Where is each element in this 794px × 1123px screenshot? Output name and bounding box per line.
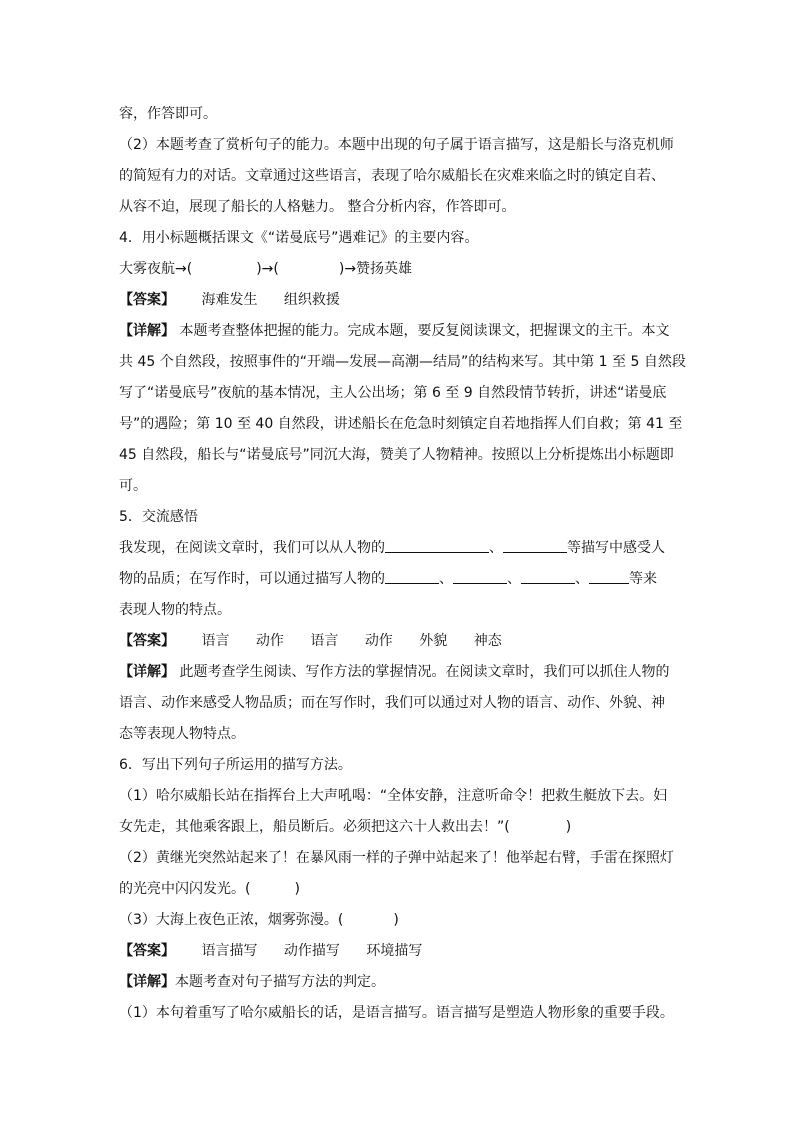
text-line: 容，作答即可。	[119, 106, 217, 122]
paren-close: )	[565, 819, 572, 835]
paren-close: )	[393, 912, 399, 928]
fill-start: 大雾夜航→(	[119, 261, 193, 277]
explanation-label: 【详解】	[119, 664, 175, 680]
fill-text: 等来	[629, 571, 657, 587]
explanation-line	[119, 972, 679, 992]
question-5-fill-line-1	[119, 538, 679, 558]
explanation-line: 态等表现人物特点。	[119, 726, 245, 742]
question-6-sentence-1-end	[119, 817, 679, 837]
explanation-text: 本题考查整体把握的能力。完成本题，要反复阅读课文，把握课文的主干。本文	[175, 323, 670, 339]
text-line: 的简短有力的对话。文章通过这些语言，表现了哈尔威船长在灾难来临之时的镇定自若、	[119, 168, 665, 184]
explanation-line	[119, 321, 679, 341]
answer-item: 语言描写	[201, 943, 258, 959]
explanation-label: 【详解】	[119, 323, 175, 339]
sentence-text: 的光亮中闪闪发光。(	[119, 881, 251, 897]
explanation-text: 此题考查学生阅读、写作方法的掌握情况。在阅读文章时，我们可以抓住人物的	[175, 664, 670, 680]
question-5-fill-line-2	[119, 569, 679, 589]
text-line: （2）本题考查了赏析句子的能力。本题中出现的句子属于语言描写，这是船长与洛克机师	[119, 137, 674, 153]
answer-item: 神态	[473, 633, 502, 649]
explanation-label: 【详解】	[119, 974, 175, 990]
explanation-line: 语言、动作来感受人物品质；而在写作时，我们可以通过对人物的语言、动作、外貌、神	[119, 695, 665, 711]
fill-blank	[589, 569, 629, 584]
answer-label: 【答案】	[119, 943, 175, 959]
explanation-line	[119, 662, 679, 682]
explanation-line: （1）本句着重写了哈尔威船长的话，是语言描写。语言描写是塑造人物形象的重要手段。	[119, 1005, 674, 1021]
fill-text: 物的品质；在写作时，可以通过描写人物的	[119, 571, 385, 587]
answer-item: 外貌	[419, 633, 448, 649]
question-4-fill	[119, 259, 679, 279]
answer-item: 语言	[310, 633, 339, 649]
explanation-line: 共 45 个自然段，按照事件的“开端—发展—高潮—结局”的结构来写。其中第 1 至 5 自然段	[119, 354, 686, 370]
fill-mid: )→(	[256, 261, 279, 277]
paren-close: )	[294, 881, 300, 897]
answer-label: 【答案】	[119, 292, 175, 308]
fill-blank	[453, 569, 507, 584]
question-6-sentence-1: （1）哈尔威船长站在指挥台上大声吼喝：“全体安静，注意听命令！把救生艇放下去。妇	[119, 788, 668, 804]
question-6-sentence-2: （2）黄继光突然站起来了！在暴风雨一样的子弹中站起来了！他举起右臂，手雷在探照灯	[119, 850, 674, 866]
explanation-text: 本题考查对句子描写方法的判定。	[175, 974, 385, 990]
fill-text: 我发现，在阅读文章时，我们可以从人物的	[119, 540, 385, 556]
fill-text: 等描写中感受人	[567, 540, 665, 556]
text-line: 表现人物的特点。	[119, 602, 231, 618]
explanation-line: 写了“诺曼底号”夜航的基本情况，主人公出场；第 6 至 9 自然段情节转折，讲述“诺曼底	[119, 385, 667, 401]
question-5-title: 5．交流感悟	[119, 509, 198, 525]
answer-label: 【答案】	[119, 633, 175, 649]
fill-blank	[503, 538, 567, 553]
question-6-answer	[119, 941, 679, 961]
answer-item: 海难发生	[201, 292, 258, 308]
answer-item: 环境描写	[366, 943, 423, 959]
fill-sep: 、	[439, 571, 453, 587]
fill-blank	[385, 538, 489, 553]
answer-item: 动作描写	[283, 943, 340, 959]
explanation-line: 可。	[119, 478, 147, 494]
fill-sep: 、	[507, 571, 521, 587]
answer-item: 组织救援	[283, 292, 340, 308]
question-6-title: 6．写出下列句子所运用的描写方法。	[119, 757, 352, 773]
question-4-answer	[119, 290, 679, 310]
fill-end: )→赞扬英雄	[338, 261, 413, 277]
fill-sep: 、	[575, 571, 589, 587]
question-5-answer	[119, 631, 679, 651]
fill-blank	[521, 569, 575, 584]
sentence-text: 女先走，其他乘客跟上，船员断后。必须把这六十人救出去！”(	[119, 819, 510, 835]
answer-item: 语言	[201, 633, 230, 649]
question-6-sentence-2-end	[119, 879, 679, 899]
question-4-title: 4．用小标题概括课文《“诺曼底号”遇难记》的主要内容。	[119, 230, 479, 246]
fill-blank	[385, 569, 439, 584]
answer-item: 动作	[364, 633, 393, 649]
explanation-line: 45 自然段，船长与“诺曼底号”同沉大海，赞美了人物精神。按照以上分析提炼出小标题即	[119, 447, 674, 463]
question-6-sentence-3	[119, 910, 679, 930]
answer-item: 动作	[255, 633, 284, 649]
text-line: 从容不迫，展现了船长的人格魅力。 整合分析内容，作答即可。	[119, 199, 516, 215]
fill-sep: 、	[489, 540, 503, 556]
explanation-line: 号”的遇险；第 10 至 40 自然段，讲述船长在危急时刻镇定自若地指挥人们自救；第 41 至	[119, 416, 683, 432]
sentence-text: （3）大海上夜色正浓，烟雾弥漫。(	[119, 912, 344, 928]
